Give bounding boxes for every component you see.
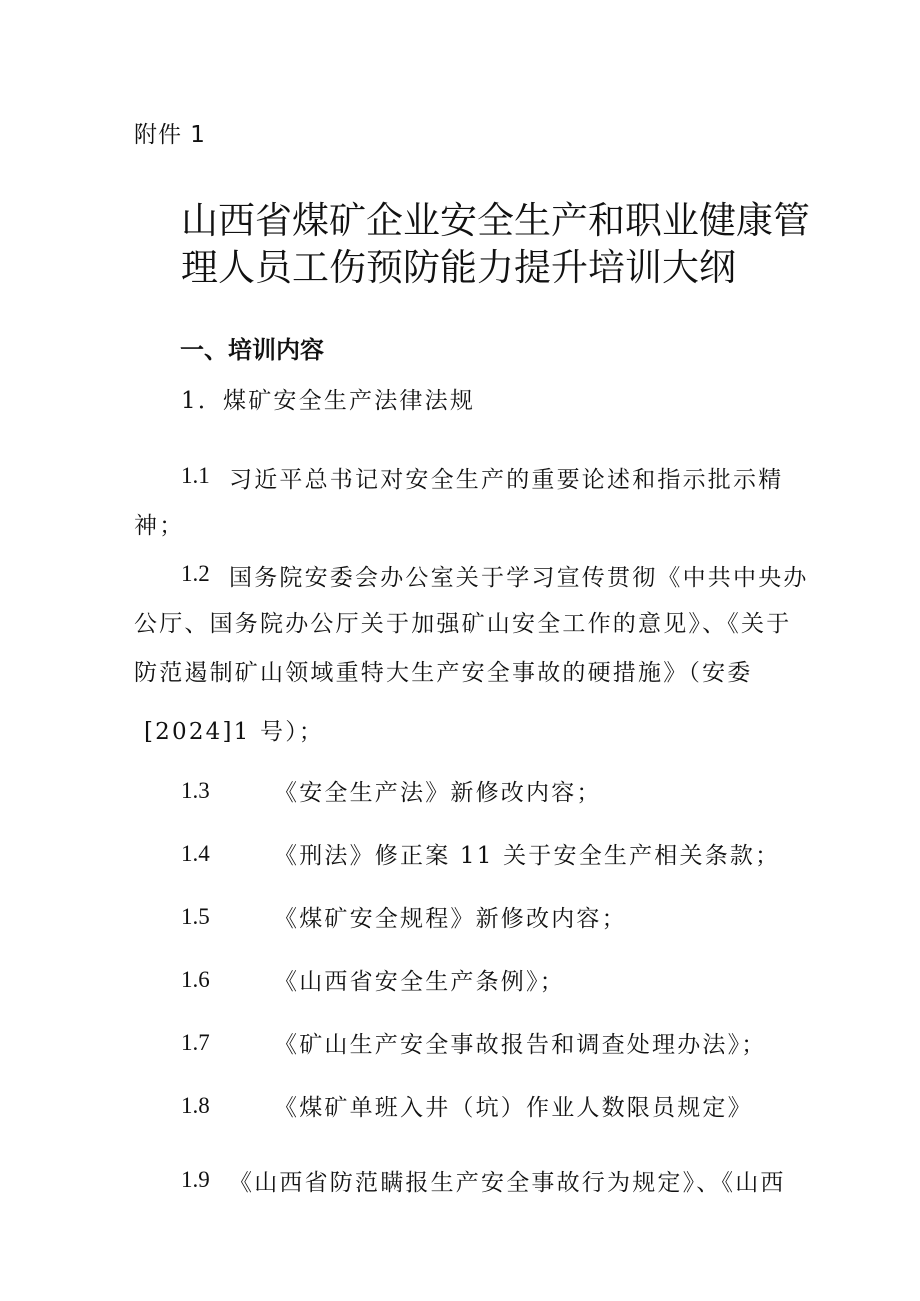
- item-text-line: 公厅、国务院办公厅关于加强矿山安全工作的意见》、《关于: [134, 611, 792, 637]
- item-number: 1.7: [181, 1030, 210, 1055]
- item-text: 《煤矿安全规程》新修改内容；: [274, 906, 627, 932]
- attachment-label: 附件 1: [134, 122, 206, 148]
- item-text-line: 神；: [134, 513, 185, 539]
- document-title-line-2: 理人员工伤预防能力提升培训大纲: [181, 246, 736, 289]
- item-number: 1.8: [181, 1093, 210, 1118]
- item-text: 《安全生产法》新修改内容；: [274, 780, 602, 806]
- item-text: 《山西省安全生产条例》；: [274, 969, 565, 995]
- item-number: 1.9: [181, 1167, 210, 1192]
- item-number: 1.1: [181, 463, 210, 488]
- item-text-line: 习近平总书记对安全生产的重要论述和指示批示精: [229, 467, 784, 493]
- item-number: 1.3: [181, 778, 210, 803]
- item-number: 1.5: [181, 904, 210, 929]
- item-text: 《刑法》修正案 11 关于安全生产相关条款；: [274, 843, 781, 869]
- document-title-line-1: 山西省煤矿企业安全生产和职业健康管: [181, 199, 810, 242]
- subsection-heading: 1．煤矿安全生产法律法规: [181, 388, 476, 414]
- item-text-line: [2024]1 号）；: [144, 719, 325, 745]
- item-text: 《山西省防范瞒报生产安全事故行为规定》、《山西: [229, 1170, 786, 1196]
- item-text-line: 防范遏制矿山领域重特大生产安全事故的硬措施》（安委: [134, 660, 753, 686]
- item-text-line: 国务院安委会办公室关于学习宣传贯彻《中共中央办: [229, 565, 809, 591]
- item-text: 《矿山生产安全事故报告和调查处理办法》；: [274, 1032, 767, 1058]
- item-number: 1.6: [181, 967, 210, 992]
- item-number: 1.4: [181, 841, 210, 866]
- item-text: 《煤矿单班入井（坑）作业人数限员规定》: [274, 1095, 753, 1121]
- item-number: 1.2: [181, 561, 210, 586]
- section-heading: 一、培训内容: [180, 336, 324, 364]
